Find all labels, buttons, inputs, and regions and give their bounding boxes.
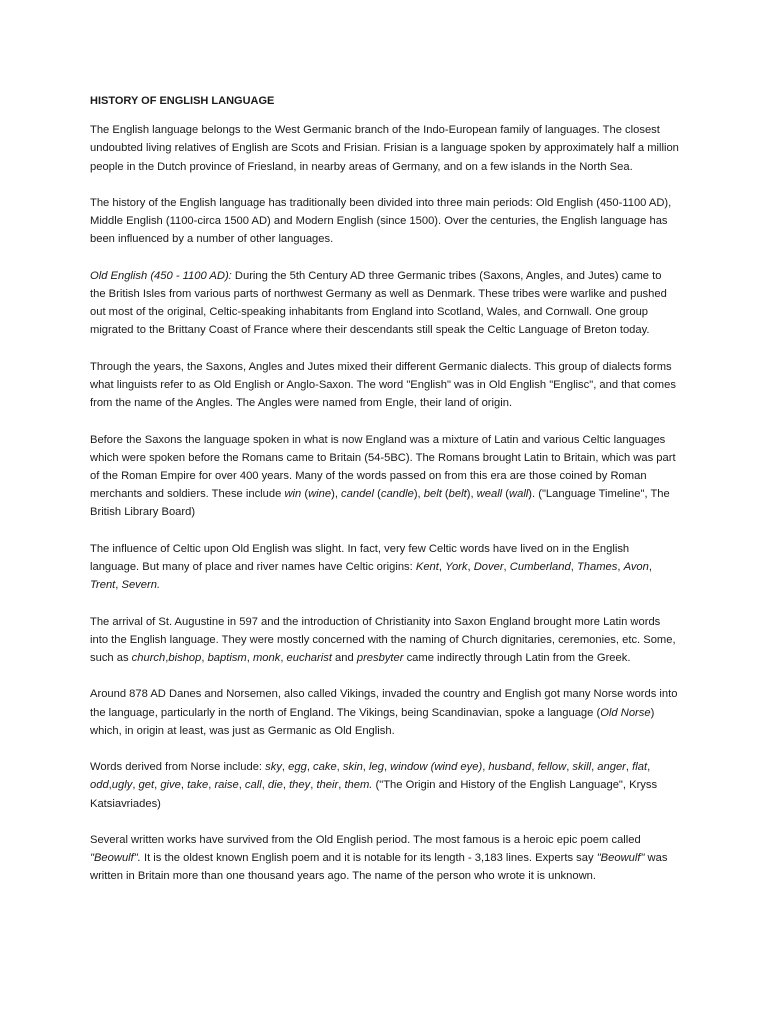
document-body: [90, 92, 680, 904]
italic-text: Trent: [90, 579, 116, 592]
italic-text: leg: [369, 761, 384, 774]
italic-text: York: [445, 561, 468, 573]
text-run: ,: [165, 652, 169, 664]
italic-text: Kent: [415, 561, 439, 573]
italic-text: Severn.: [121, 579, 161, 592]
text-run: Several written works have survived from the Old English period. The most famous is a heroic epic poem called: [90, 833, 641, 846]
text-run: Around 878 AD Danes and Norsemen, also called Vikings, invaded the country and English got many Norse words into the language, particularly in the north of England. The Vikings, being Scandinavian, spoke a language (: [90, 688, 678, 719]
italic-text: give: [160, 779, 181, 792]
text-run: The English language belongs to the West Germanic branch of the Indo-European family of languages. The closest undoubted living relatives of English are Scots and Frisian. Frisian is a language spoken by approximately half a million people in the Dutch province of Friesland, in nearby areas of Germany, and on a few islands in the North Sea.: [90, 124, 679, 173]
text-run: ),: [466, 488, 477, 501]
text-run: During the 5th Century AD three Germanic tribes (Saxons, Angles, and Jutes) came to the British Isles from various parts of northwest Germany as well as Denmark. These tribes were warlike and pushed out most of the original, Celtic-speaking inhabitants from England into Scotland, Wales, and Cornwall. One group migrated to the Brittany Coast of France where their descendants still speak the Celtic Language of Breton today.: [90, 269, 667, 337]
text-run: ,: [336, 761, 343, 774]
text-run: ) which, in origin at least, was just as Germanic as Old English.: [90, 706, 655, 737]
text-run: ,: [648, 561, 652, 573]
text-run: ,: [246, 652, 253, 664]
text-run: ,: [647, 761, 651, 774]
italic-text: wine: [308, 488, 332, 501]
italic-text: they: [289, 779, 311, 792]
italic-text: monk: [252, 652, 281, 664]
paragraph: [90, 194, 680, 249]
text-run: ,: [625, 761, 633, 774]
italic-text: anger: [597, 761, 626, 774]
paragraph: [90, 831, 680, 886]
text-run: ,: [566, 761, 573, 774]
italic-text: eucharist: [286, 652, 332, 664]
italic-text: "Beowulf".: [90, 852, 141, 865]
text-run: ). ("Language Timeline", The British Library Board): [90, 488, 670, 519]
italic-text: skill: [572, 761, 592, 774]
text-run: and: [331, 652, 357, 664]
italic-text: Dover: [473, 561, 504, 573]
paragraph: [90, 431, 680, 522]
text-run: came indirectly through Latin from the Greek.: [403, 652, 631, 664]
italic-text: cake: [313, 761, 337, 774]
italic-text: Thames: [576, 561, 618, 573]
text-run: ,: [201, 652, 208, 664]
text-run: ,: [310, 779, 317, 792]
text-run: ,: [570, 561, 577, 573]
text-run: ,: [154, 779, 161, 792]
text-run: ,: [132, 779, 139, 792]
italic-text: church: [131, 652, 166, 664]
italic-text: husband: [488, 761, 532, 774]
text-run: ,: [338, 779, 345, 792]
paragraph: [90, 267, 680, 340]
text-run: ,: [383, 761, 391, 774]
italic-text: "Beowulf": [596, 852, 645, 865]
text-run: (: [502, 488, 510, 501]
text-run: ,: [467, 561, 474, 573]
italic-text: belt: [423, 488, 442, 501]
text-run: ,: [362, 761, 370, 774]
paragraph-list: [90, 121, 680, 885]
italic-text: Old English (450 - 1100 AD):: [90, 269, 232, 282]
italic-text: egg: [288, 761, 307, 774]
paragraph: [90, 613, 680, 668]
text-run: ),: [331, 488, 342, 501]
paragraph: [90, 540, 680, 595]
text-run: ,: [282, 779, 290, 792]
text-run: Words derived from Norse include:: [90, 761, 266, 774]
text-run: ,: [306, 761, 314, 774]
paragraph: [90, 358, 680, 413]
text-run: ,: [208, 779, 215, 792]
italic-text: skin: [342, 761, 363, 774]
text-run: ),: [413, 488, 424, 501]
text-run: The influence of Celtic upon Old English was slight. In fact, very few Celtic words have lived on in the English language. But many of place and river names have Celtic origins:: [90, 542, 630, 573]
text-run: ,: [482, 761, 489, 774]
text-run: ,: [591, 761, 598, 774]
italic-text: weall: [476, 488, 503, 501]
italic-text: belt: [448, 488, 467, 501]
italic-text: ugly: [111, 779, 133, 792]
text-run: ,: [281, 761, 289, 774]
italic-text: candle: [380, 488, 414, 501]
text-run: ,: [108, 779, 112, 792]
italic-text: bishop: [168, 652, 202, 664]
text-run: ,: [617, 561, 624, 573]
text-run: ,: [280, 652, 287, 664]
italic-text: Old Norse: [600, 706, 651, 719]
text-run: ("The Origin and History of the English Language", Kryss Katsiavriades): [90, 779, 658, 810]
paragraph: [90, 685, 680, 740]
text-run: (: [301, 488, 309, 501]
text-run: (: [374, 488, 381, 501]
italic-text: call: [244, 779, 262, 792]
italic-text: presbyter: [356, 652, 404, 664]
text-run: It is the oldest known English poem and it is notable for its length - 3,183 lines. Experts say: [140, 852, 597, 865]
italic-text: flat: [632, 761, 648, 774]
paragraph: [90, 121, 680, 176]
italic-text: them.: [344, 779, 373, 792]
italic-text: sky: [265, 761, 282, 774]
text-run: ,: [180, 779, 188, 792]
text-run: The arrival of St. Augustine in 597 and the introduction of Christianity into Saxon England brought more Latin words into the English language. They were mostly concerned with the naming of Church dignitaries, ceremonies, etc. Some, such as: [90, 615, 676, 664]
italic-text: fellow: [537, 761, 567, 774]
text-run: was written in Britain more than one thousand years ago. The name of the person who wrote it is unknown.: [90, 852, 668, 883]
italic-text: baptism: [207, 652, 247, 664]
italic-text: take: [187, 779, 209, 792]
italic-text: get: [138, 779, 155, 792]
italic-text: candel: [341, 488, 375, 501]
italic-text: window (wind eye): [390, 761, 483, 774]
text-run: Through the years, the Saxons, Angles and Jutes mixed their different Germanic dialects. This group of dialects forms what linguists refer to as Old English or Anglo-Saxon. The word "English" was in Old English "Englisc", and that comes from the name of the Angles. The Angles were named from Engle, their land of origin.: [90, 360, 676, 410]
italic-text: wall: [509, 488, 529, 501]
italic-text: their: [316, 779, 339, 792]
italic-text: odd: [90, 779, 109, 792]
italic-text: Cumberland: [509, 561, 571, 573]
text-run: Before the Saxons the language spoken in what is now England was a mixture of Latin and various Celtic languages which were spoken before the Romans came to Britain (54-5BC). The Romans brought Latin to Britain, which was part of the Roman Empire for over 400 years. Many of the words passed on from this era are those coined by Roman merchants and soldiers. These include: [90, 433, 676, 501]
italic-text: Avon: [623, 561, 649, 573]
text-run: ,: [531, 761, 538, 774]
italic-text: raise: [214, 779, 239, 792]
text-run: ,: [503, 561, 510, 573]
document-title: HISTORY OF ENGLISH LANGUAGE: [90, 95, 275, 107]
italic-text: die: [267, 779, 283, 792]
text-run: ,: [115, 579, 122, 592]
text-run: The history of the English language has traditionally been divided into three main periods: Old English (450-1100 AD), Middle English (1100-circa 1500 AD) and Modern English (since 1500). Over the centuries, the English language has been influenced by a number of other languages.: [90, 197, 672, 246]
text-run: ,: [238, 779, 245, 792]
text-run: (: [441, 488, 449, 501]
text-run: ,: [438, 561, 446, 573]
text-run: ,: [261, 779, 268, 792]
italic-text: win: [284, 488, 302, 501]
paragraph: [90, 758, 680, 813]
